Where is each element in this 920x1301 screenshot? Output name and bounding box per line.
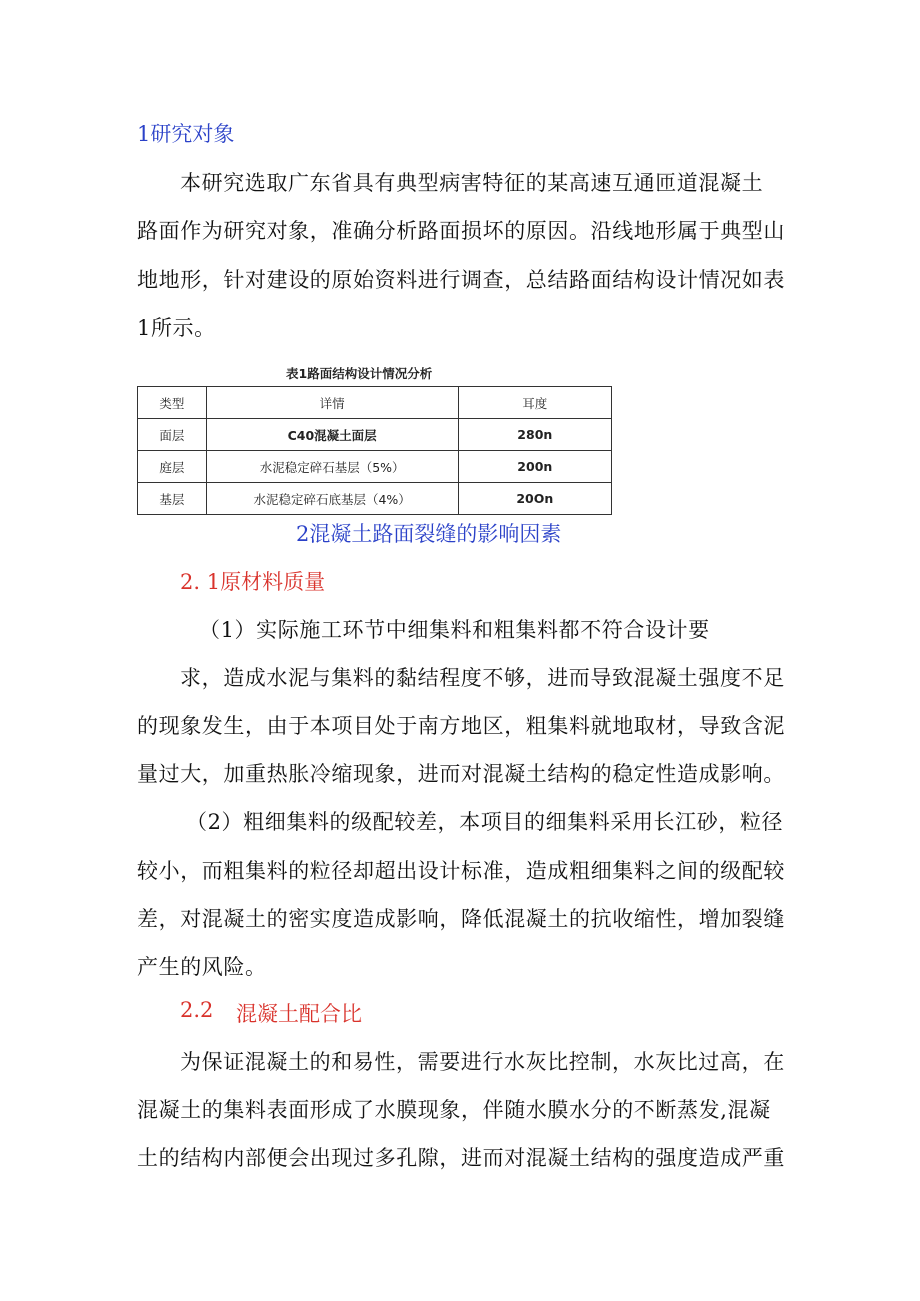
section-2-heading: 2混凝土路面裂缝的影响因素 xyxy=(296,522,562,546)
table-header-cell: 详情 xyxy=(206,387,458,419)
paragraph-line: （2）粗细集料的级配较差，本项目的细集料采用长江砂，粒径 xyxy=(186,810,784,834)
table-cell: 水泥稳定碎石底基层（4%） xyxy=(206,483,458,515)
paragraph-line: 土的结构内部便会出现过多孔隙，进而对混凝土结构的强度造成严重 xyxy=(137,1146,785,1170)
paragraph-line: 地地形，针对建设的原始资料进行调查，总结路面结构设计情况如表 xyxy=(137,268,785,292)
table-row xyxy=(138,451,612,483)
paragraph-line: 1所示。 xyxy=(137,316,216,340)
paragraph-line: 差，对混凝土的密实度造成影响，降低混凝土的抗收缩性，增加裂缝 xyxy=(137,907,785,931)
subsection-2-2-number: 2.2 xyxy=(180,998,214,1022)
section-1-heading: 1研究对象 xyxy=(137,122,235,146)
paragraph-line: 量过大，加重热胀冷缩现象，进而对混凝土结构的稳定性造成影响。 xyxy=(137,762,785,786)
table-caption: 表1路面结构设计情况分析 xyxy=(286,366,433,381)
paragraph-line: 为保证混凝土的和易性，需要进行水灰比控制，水灰比过高，在 xyxy=(180,1050,785,1074)
paragraph-line: 产生的风险。 xyxy=(137,955,267,979)
table-cell: 庭层 xyxy=(138,451,207,483)
paragraph-line: 本研究选取广东省具有典型病害特征的某高速互通匝道混凝土 xyxy=(180,171,764,195)
table-cell: 水泥稳定碎石基层（5%） xyxy=(206,451,458,483)
paragraph-line: 较小，而粗集料的粒径却超出设计标准，造成粗细集料之间的级配较 xyxy=(137,859,785,883)
paragraph-line: 路面作为研究对象，准确分析路面损坏的原因。沿线地形属于典型山 xyxy=(137,219,785,243)
table-row xyxy=(138,419,612,451)
table-row xyxy=(138,483,612,515)
table-cell: 基层 xyxy=(138,483,207,515)
table-header-cell: 类型 xyxy=(138,387,207,419)
paragraph-line: 求，造成水泥与集料的黏结程度不够，进而导致混凝土强度不足 xyxy=(180,666,785,690)
paragraph-line: （1）实际施工环节中细集料和粗集料都不符合设计要 xyxy=(199,618,710,642)
subsection-2-1-heading: 2. 1原材料质量 xyxy=(180,570,326,594)
table-header-cell: 耳度 xyxy=(458,387,611,419)
paragraph-line: 混凝土的集料表面形成了水膜现象，伴随水膜水分的不断蒸发,混凝 xyxy=(137,1098,771,1122)
table-cell: 200n xyxy=(458,451,611,483)
table-cell: 280n xyxy=(458,419,611,451)
paragraph-line: 的现象发生，由于本项目处于南方地区，粗集料就地取材，导致含泥 xyxy=(137,714,785,738)
table-header-row xyxy=(138,387,612,419)
table-cell: C40混凝土面层 xyxy=(206,419,458,451)
table-cell: 面层 xyxy=(138,419,207,451)
table-cell: 20On xyxy=(458,483,611,515)
structure-table xyxy=(137,386,612,515)
subsection-2-2-title: 混凝土配合比 xyxy=(236,1002,362,1026)
